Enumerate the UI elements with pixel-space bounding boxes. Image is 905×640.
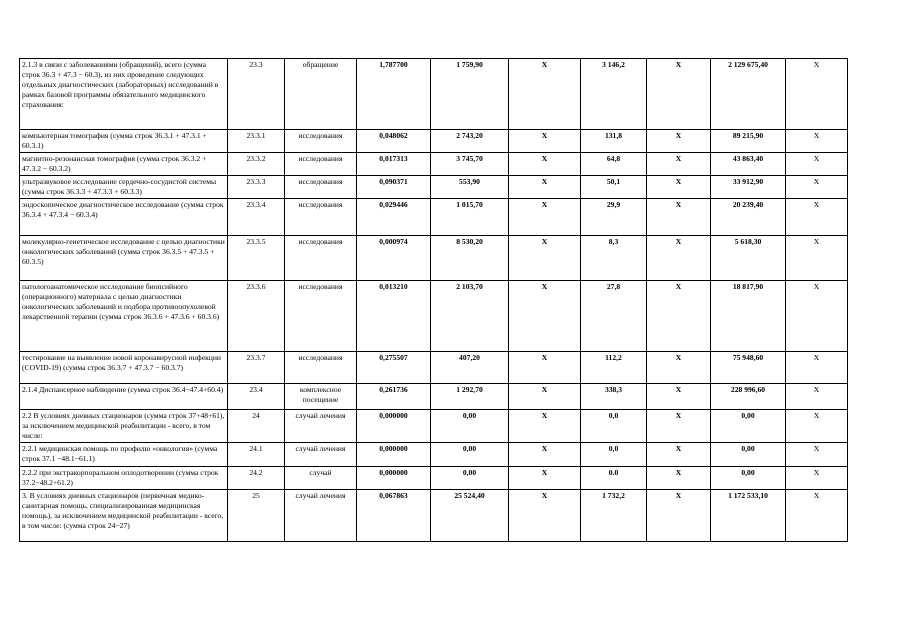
row-name-cell: магнитно-резонансная томография (сумма строк 36.3.2 + 47.3.2 − 60.3.2) xyxy=(20,153,228,176)
row-name-cell: 3. В условиях дневных стационаров (первичная медико-санитарная помощь, специализированная медицинская помощь), за исключением медицинской реабилитации - всего, в том числе: (сумма строк 24−27) xyxy=(20,490,228,542)
row-x-cell: X xyxy=(647,176,711,199)
row-per-capita-cell: 0,0 xyxy=(581,410,647,443)
row-norm-cell: 0,017313 xyxy=(357,153,431,176)
row-unit-cell: исследования xyxy=(285,236,357,281)
table-row xyxy=(20,281,848,352)
row-total-cell: 43 863,40 xyxy=(711,153,786,176)
row-cost-cell: 553,90 xyxy=(431,176,509,199)
row-cost-cell: 0,00 xyxy=(431,443,509,467)
row-name-cell: 2.2.2 при экстракорпоральном оплодотворении (сумма строк 37.2−48.2+61.2) xyxy=(20,467,228,490)
row-code-cell: 24.2 xyxy=(228,467,285,490)
table-row xyxy=(20,153,848,176)
row-cost-cell: 1 759,90 xyxy=(431,59,509,130)
row-total-cell: 89 215,90 xyxy=(711,130,786,153)
row-per-capita-cell: 1 732,2 xyxy=(581,490,647,542)
row-name-cell: 2.2 В условиях дневных стационаров (сумма строк 37+48+61), за исключением медицинской реабилитации - всего, в том числе: xyxy=(20,410,228,443)
row-total-cell: 1 172 533,10 xyxy=(711,490,786,542)
row-name-cell: компьютерная томография (сумма строк 36.3.1 + 47.3.1 + 60.3.1) xyxy=(20,130,228,153)
row-x-cell: X xyxy=(786,410,848,443)
row-name-cell: патологоанатомическое исследование биопсийного (операционного) материала с целью диагностики онкологических заболеваний и подбора противоопухолевой лекарственной терапии (сумма строк 36.3.6 + 47.3.6 + 60.3.6) xyxy=(20,281,228,352)
row-total-cell: 0,00 xyxy=(711,443,786,467)
row-total-cell: 2 129 675,40 xyxy=(711,59,786,130)
row-x-cell: X xyxy=(647,59,711,130)
row-x-cell: X xyxy=(786,281,848,352)
row-code-cell: 23.3.1 xyxy=(228,130,285,153)
row-name-cell: тестирование на выявление новой коронавирусной инфекции (COVID-19) (сумма строк 36.3.7 + 47.3.7 − 60.3.7) xyxy=(20,352,228,384)
row-x-cell: X xyxy=(786,130,848,153)
row-code-cell: 23.4 xyxy=(228,384,285,410)
row-x-cell: X xyxy=(509,467,581,490)
row-x-cell: X xyxy=(786,236,848,281)
row-norm-cell: 0,013210 xyxy=(357,281,431,352)
row-norm-cell: 0,090371 xyxy=(357,176,431,199)
row-cost-cell: 1 015,70 xyxy=(431,199,509,236)
row-x-cell: X xyxy=(509,410,581,443)
row-code-cell: 24 xyxy=(228,410,285,443)
row-x-cell: X xyxy=(647,236,711,281)
row-x-cell: X xyxy=(647,467,711,490)
row-x-cell: X xyxy=(509,59,581,130)
row-x-cell: X xyxy=(509,130,581,153)
table-row xyxy=(20,236,848,281)
row-code-cell: 23.3.3 xyxy=(228,176,285,199)
row-x-cell: X xyxy=(647,443,711,467)
row-x-cell: X xyxy=(509,443,581,467)
row-per-capita-cell: 0.0 xyxy=(581,467,647,490)
row-cost-cell: 0,00 xyxy=(431,467,509,490)
row-total-cell: 75 948,60 xyxy=(711,352,786,384)
row-total-cell: 5 618,30 xyxy=(711,236,786,281)
row-cost-cell: 407,20 xyxy=(431,352,509,384)
row-unit-cell: исследования xyxy=(285,176,357,199)
row-total-cell: 33 912,90 xyxy=(711,176,786,199)
row-total-cell: 0,00 xyxy=(711,410,786,443)
row-norm-cell: 0,000974 xyxy=(357,236,431,281)
row-code-cell: 23.3.5 xyxy=(228,236,285,281)
table-row xyxy=(20,352,848,384)
row-unit-cell: обращение xyxy=(285,59,357,130)
row-name-cell: молекулярно-генетическое исследование с целью диагностики онкологических заболеваний (сумма строк 36.3.5 + 47.3.5 + 60.3.5) xyxy=(20,236,228,281)
row-x-cell: X xyxy=(786,352,848,384)
row-x-cell: X xyxy=(647,153,711,176)
row-unit-cell: случай xyxy=(285,467,357,490)
row-x-cell: X xyxy=(647,410,711,443)
row-unit-cell: комплексное посещение xyxy=(285,384,357,410)
row-unit-cell: исследования xyxy=(285,352,357,384)
row-cost-cell: 2 103,70 xyxy=(431,281,509,352)
row-x-cell: X xyxy=(647,352,711,384)
row-cost-cell: 1 292,70 xyxy=(431,384,509,410)
row-unit-cell: исследования xyxy=(285,153,357,176)
row-x-cell: X xyxy=(786,153,848,176)
row-norm-cell: 0,000000 xyxy=(357,410,431,443)
row-cost-cell: 2 743,20 xyxy=(431,130,509,153)
row-x-cell: X xyxy=(509,176,581,199)
row-per-capita-cell: 50,1 xyxy=(581,176,647,199)
row-x-cell: X xyxy=(509,352,581,384)
row-total-cell: 20 239,40 xyxy=(711,199,786,236)
row-cost-cell: 0,00 xyxy=(431,410,509,443)
row-norm-cell: 0,029446 xyxy=(357,199,431,236)
row-unit-cell: исследования xyxy=(285,281,357,352)
table-row xyxy=(20,199,848,236)
row-cost-cell: 3 745,70 xyxy=(431,153,509,176)
row-x-cell: X xyxy=(786,59,848,130)
row-x-cell: X xyxy=(786,384,848,410)
row-code-cell: 23.3.2 xyxy=(228,153,285,176)
row-norm-cell: 0,000000 xyxy=(357,467,431,490)
row-name-cell: 2.1.3 в связи с заболеваниями (обращений), всего (сумма строк 36.3 + 47.3 − 60.3), из них проведение следующих отдельных диагностических (лабораторных) исследований в рамках базовой программы обязательного медицинского страхования: xyxy=(20,59,228,130)
row-code-cell: 25 xyxy=(228,490,285,542)
table-row xyxy=(20,59,848,130)
row-x-cell: X xyxy=(509,236,581,281)
row-per-capita-cell: 8,3 xyxy=(581,236,647,281)
row-x-cell: X xyxy=(647,490,711,542)
row-x-cell: X xyxy=(647,130,711,153)
row-per-capita-cell: 29,9 xyxy=(581,199,647,236)
row-x-cell: X xyxy=(509,153,581,176)
row-x-cell: X xyxy=(786,467,848,490)
row-x-cell: X xyxy=(786,490,848,542)
row-norm-cell: 1,787700 xyxy=(357,59,431,130)
row-x-cell: X xyxy=(509,490,581,542)
row-name-cell: 2.1.4 Диспансерное наблюдение (сумма строк 36.4−47.4+60.4) xyxy=(20,384,228,410)
table-row xyxy=(20,467,848,490)
row-cost-cell: 8 530,20 xyxy=(431,236,509,281)
table-row xyxy=(20,176,848,199)
row-x-cell: X xyxy=(647,281,711,352)
row-code-cell: 23.3.4 xyxy=(228,199,285,236)
row-x-cell: X xyxy=(786,176,848,199)
row-total-cell: 228 996,60 xyxy=(711,384,786,410)
row-cost-cell: 25 524,40 xyxy=(431,490,509,542)
row-x-cell: X xyxy=(509,384,581,410)
row-norm-cell: 0,048062 xyxy=(357,130,431,153)
row-total-cell: 0,00 xyxy=(711,467,786,490)
row-norm-cell: 0,261736 xyxy=(357,384,431,410)
table-row xyxy=(20,490,848,542)
row-unit-cell: исследования xyxy=(285,199,357,236)
row-x-cell: X xyxy=(647,199,711,236)
row-name-cell: 2.2.1 медицинская помощь по профилю «онкология» (сумма строк 37.1 −48.1−61.1) xyxy=(20,443,228,467)
table-row xyxy=(20,384,848,410)
row-per-capita-cell: 27,8 xyxy=(581,281,647,352)
row-code-cell: 23.3.6 xyxy=(228,281,285,352)
row-per-capita-cell: 3 146,2 xyxy=(581,59,647,130)
row-per-capita-cell: 112,2 xyxy=(581,352,647,384)
row-norm-cell: 0,000000 xyxy=(357,443,431,467)
row-per-capita-cell: 64,8 xyxy=(581,153,647,176)
row-per-capita-cell: 0,0 xyxy=(581,443,647,467)
row-per-capita-cell: 131,8 xyxy=(581,130,647,153)
row-x-cell: X xyxy=(647,384,711,410)
table-row xyxy=(20,130,848,153)
data-table xyxy=(19,58,848,542)
table-row xyxy=(20,443,848,467)
row-total-cell: 18 817,90 xyxy=(711,281,786,352)
row-norm-cell: 0,275507 xyxy=(357,352,431,384)
row-per-capita-cell: 338,3 xyxy=(581,384,647,410)
row-x-cell: X xyxy=(509,281,581,352)
row-unit-cell: случай лечения xyxy=(285,410,357,443)
row-unit-cell: исследования xyxy=(285,130,357,153)
row-unit-cell: случай лечения xyxy=(285,490,357,542)
row-unit-cell: случай лечения xyxy=(285,443,357,467)
row-code-cell: 23.3.7 xyxy=(228,352,285,384)
row-x-cell: X xyxy=(786,199,848,236)
table-row xyxy=(20,410,848,443)
row-norm-cell: 0,067863 xyxy=(357,490,431,542)
row-name-cell: эндоскопическое диагностическое исследование (сумма строк 36.3.4 + 47.3.4 − 60.3.4) xyxy=(20,199,228,236)
row-name-cell: ультразвуковое исследование сердечно-сосудистой системы (сумма строк 36.3.3 + 47.3.3 + 60.3.3) xyxy=(20,176,228,199)
row-x-cell: X xyxy=(509,199,581,236)
row-code-cell: 24.1 xyxy=(228,443,285,467)
row-code-cell: 23.3 xyxy=(228,59,285,130)
row-x-cell: X xyxy=(786,443,848,467)
